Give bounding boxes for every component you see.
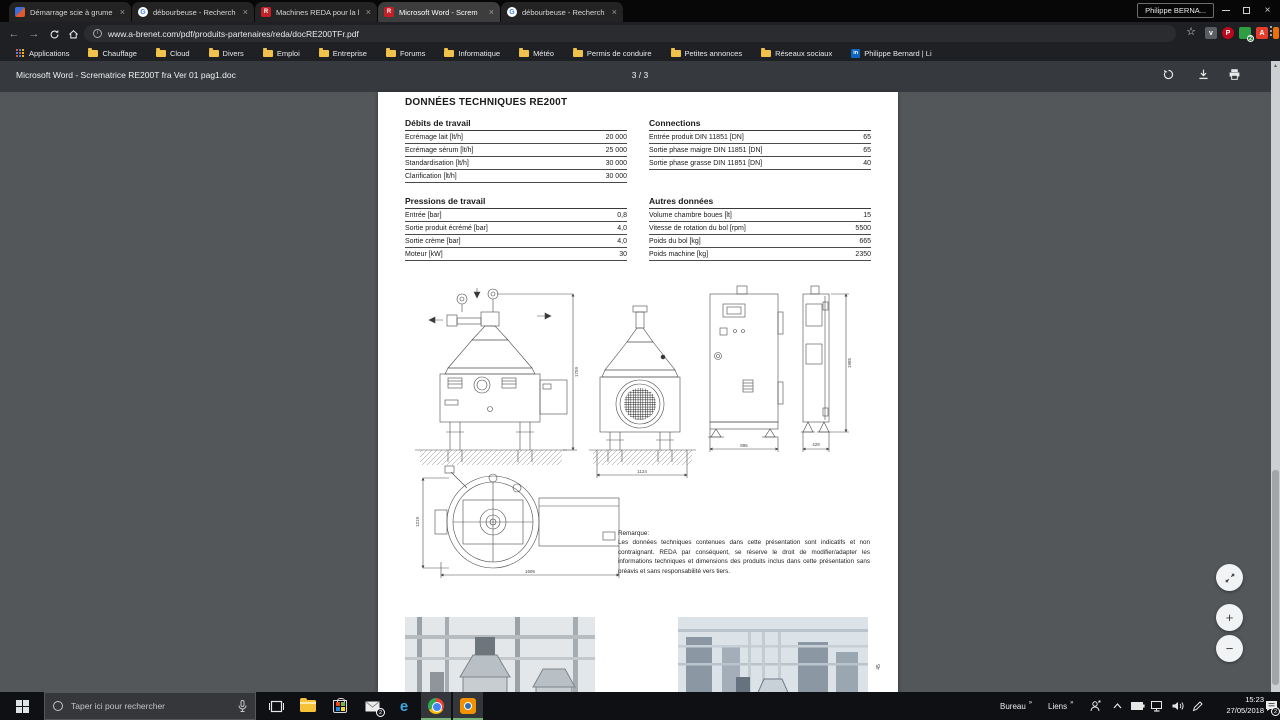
table-connections (649, 118, 871, 183)
bookmark-label: Réseaux sociaux (775, 48, 833, 58)
battery-icon[interactable] (1128, 692, 1147, 720)
links-toolbar-label: Liens (1048, 701, 1068, 711)
edge-icon: e (399, 697, 409, 715)
table-row (405, 157, 627, 170)
bookmark-folder-permis[interactable] (573, 49, 652, 58)
tab-strip (0, 0, 1280, 22)
row-value: 65 (863, 133, 871, 141)
svg-text:429: 429 (812, 442, 820, 447)
scrollbar-up-arrow[interactable]: ▲ (1273, 63, 1278, 69)
page-footer-vertical: 45 (875, 664, 882, 670)
row-label: Vitesse de rotation du bol [rpm] (649, 224, 746, 232)
extension-badge: 2 (1247, 35, 1254, 42)
explorer-folder-icon (300, 700, 316, 712)
download-icon[interactable] (1197, 68, 1213, 84)
table-row (649, 209, 871, 222)
screenshot-app-icon (460, 698, 476, 714)
row-label: Sortie phase maigre DIN 11851 [DN] (649, 146, 763, 154)
row-value: 665 (859, 237, 871, 245)
table-row (649, 144, 871, 157)
reda-favicon: R (384, 7, 394, 17)
row-label: Sortie crème [bar] (405, 237, 461, 245)
folder-icon (209, 50, 219, 57)
pdf-page (378, 92, 898, 692)
table-row (405, 209, 627, 222)
windows-taskbar (0, 692, 1280, 720)
bookmark-label: Chauffage (102, 48, 137, 58)
rotate-icon[interactable] (1162, 68, 1178, 84)
row-value: 65 (863, 146, 871, 154)
bookmark-star-icon[interactable]: ☆ (1186, 26, 1196, 38)
tab-close-icon[interactable]: × (242, 7, 248, 17)
bookmark-folder-emploi[interactable] (263, 49, 300, 58)
tab-close-icon[interactable]: × (119, 7, 125, 17)
bookmark-linkedin[interactable] (851, 49, 931, 58)
row-label: Entrée produit DIN 11851 [DN] (649, 133, 744, 141)
reda-favicon: R (261, 7, 271, 17)
drawing-separator-side (589, 306, 696, 478)
drawing-cabinet-side (801, 286, 852, 452)
row-label: Entrée [bar] (405, 211, 442, 219)
folder-icon (573, 50, 583, 57)
table-title: Connections (649, 118, 871, 131)
table-row (405, 144, 627, 157)
svg-text:1124: 1124 (637, 469, 647, 474)
row-value: 30 000 (605, 159, 627, 167)
taskbar-clock[interactable] (1198, 695, 1264, 717)
store-button[interactable] (325, 692, 355, 720)
expand-chevrons: » (1070, 700, 1074, 706)
table-row (649, 235, 871, 248)
window-minimize-button[interactable] (1215, 0, 1236, 20)
volume-icon[interactable] (1168, 692, 1187, 720)
row-value: 20 000 (605, 133, 627, 141)
tab-title: débourbeuse - Recherch (522, 7, 605, 17)
svg-text:1219: 1219 (415, 516, 420, 528)
pdf-document-title: Microsoft Word - Scrematrice RE200T fra Ver 01 pag1.doc (16, 70, 236, 80)
adobe-acrobat-extension-icon[interactable]: A (1256, 27, 1268, 39)
pdf-toolbar (0, 61, 1280, 92)
edge-button[interactable] (389, 692, 419, 720)
bookmark-label: Informatique (458, 48, 501, 58)
bookmarks-bar (0, 45, 1280, 61)
bookmark-label: Permis de conduire (586, 48, 652, 58)
back-icon[interactable]: ← (8, 28, 20, 40)
table-row (649, 157, 871, 170)
table-title: Débits de travail (405, 118, 627, 131)
task-view-button[interactable] (261, 692, 291, 720)
extension-icon-1[interactable]: v (1205, 27, 1217, 39)
google-favicon: G (507, 7, 517, 17)
pinterest-extension-icon[interactable]: P (1222, 27, 1234, 39)
table-row (405, 222, 627, 235)
bookmark-folder-divers[interactable] (209, 49, 244, 58)
action-center-badge: 2 (1271, 707, 1280, 716)
hidden-icons-chevron[interactable] (1108, 692, 1127, 720)
row-label: Standardisation [lt/h] (405, 159, 469, 167)
chrome-button-active[interactable] (421, 692, 451, 720)
google-favicon: G (138, 7, 148, 17)
chrome-menu-icon[interactable] (1266, 26, 1276, 36)
desktop-toolbar[interactable] (1000, 692, 1032, 720)
table-autres (649, 196, 871, 261)
document-title: DONNÉES TECHNIQUES RE200T (405, 97, 568, 108)
row-label: Sortie produit écrémé [bar] (405, 224, 488, 232)
spec-tables (405, 118, 871, 261)
folder-icon (519, 50, 529, 57)
store-icon (333, 700, 347, 713)
row-value: 25 000 (605, 146, 627, 154)
row-value: 4,0 (617, 224, 627, 232)
table-title: Autres données (649, 196, 871, 209)
bookmark-folder-entreprise[interactable] (319, 49, 367, 58)
folder-icon (263, 50, 273, 57)
row-value: 30 000 (605, 172, 627, 180)
row-value: 0,8 (617, 211, 627, 219)
tab-title: Microsoft Word - Screm (399, 7, 478, 17)
bookmark-folder-cloud[interactable] (156, 49, 190, 58)
expand-chevrons: » (1028, 700, 1033, 706)
site-favicon (15, 7, 25, 17)
table-pressions (405, 196, 627, 261)
start-button[interactable] (0, 692, 44, 720)
bookmark-folder-meteo[interactable] (519, 49, 554, 58)
drawing-top-view (415, 466, 619, 578)
row-value: 4,0 (617, 237, 627, 245)
table-row (649, 131, 871, 144)
row-value: 40 (863, 159, 871, 167)
bookmark-label: Petites annonces (684, 48, 743, 58)
forward-icon[interactable]: → (28, 28, 40, 40)
table-row (405, 131, 627, 144)
remark-heading: Remarque: (618, 530, 650, 537)
tab-title: Machines REDA pour la l (276, 7, 360, 17)
folder-icon (156, 50, 166, 57)
table-row (649, 248, 871, 261)
tab-close-icon[interactable]: × (611, 7, 617, 17)
scrollbar-thumb[interactable] (1272, 470, 1279, 685)
folder-icon (319, 50, 329, 57)
drawing-cabinet-front (708, 286, 783, 452)
browser-tab-3[interactable] (255, 2, 377, 22)
bookmark-label: Entreprise (332, 48, 367, 58)
photo-separators-plant (405, 617, 595, 692)
apps-label: Applications (29, 48, 70, 58)
table-debits (405, 118, 627, 183)
row-label: Poids machine [kg] (649, 250, 709, 258)
pdf-page-indicator: 3 / 3 (631, 70, 649, 80)
reload-icon[interactable] (46, 26, 62, 42)
apps-grid-icon (16, 49, 25, 58)
drawing-separator-front (415, 288, 579, 465)
desktop-toolbar-label: Bureau (1000, 701, 1026, 711)
row-value: 5500 (855, 224, 871, 232)
row-label: Ecrémage lait [lt/h] (405, 133, 463, 141)
bookmark-folder-reseaux[interactable] (761, 49, 832, 58)
browser-tab-5[interactable] (501, 2, 623, 22)
table-row (649, 222, 871, 235)
people-icon[interactable] (1086, 692, 1105, 720)
clock-time: 15:23 (1245, 695, 1264, 704)
bookmark-folder-chauffage[interactable] (88, 49, 136, 58)
row-label: Clarification [lt/h] (405, 172, 457, 180)
table-row (405, 248, 627, 261)
bookmark-folder-forums[interactable] (386, 49, 425, 58)
bookmark-folder-annonces[interactable] (671, 49, 743, 58)
table-row (405, 170, 627, 183)
profile-name-chip[interactable]: Philippe BERNA... (1137, 3, 1214, 18)
svg-text:895: 895 (740, 443, 748, 448)
browser-tab-2[interactable] (132, 2, 254, 22)
row-label: Volume chambre boues [lt] (649, 211, 732, 219)
row-label: Poids du bol [kg] (649, 237, 701, 245)
tab-title: débourbeuse - Recherch (153, 7, 236, 17)
clock-date: 27/05/2018 (1226, 705, 1264, 715)
bookmark-label: Emploi (276, 48, 300, 58)
folder-icon (386, 50, 396, 57)
address-bar[interactable] (84, 25, 1176, 42)
tab-title: Démarrage scie à grume (30, 7, 113, 17)
links-toolbar[interactable] (1048, 692, 1073, 720)
browser-tab-4-active[interactable] (378, 2, 500, 22)
taskbar-search-box[interactable] (44, 692, 256, 720)
zoom-out-button[interactable]: − (1216, 635, 1243, 662)
folder-icon (761, 50, 771, 57)
page-info-icon[interactable]: i (93, 29, 102, 38)
bookmark-label: Météo (533, 48, 554, 58)
extension-icon-with-badge[interactable] (1239, 27, 1252, 42)
action-center-icon[interactable] (1263, 692, 1280, 720)
bookmark-label: Forums (399, 48, 426, 58)
bookmark-folder-informatique[interactable] (444, 49, 500, 58)
row-value: 30 (619, 250, 627, 258)
windows-logo-icon (16, 700, 29, 713)
tab-close-icon[interactable]: × (488, 7, 494, 17)
bookmark-label: Philippe Bernard | Li (864, 48, 932, 58)
microphone-icon[interactable] (238, 700, 247, 712)
screenshot-app-button[interactable] (453, 692, 483, 720)
network-icon[interactable] (1148, 692, 1167, 720)
remark-body: Les données techniques contenues dans cette présentation sont indicatifs et non contraignant. REDA par conséquent, se réserve le droit de modifier/adapter les informations techniques et dimensions des produits inclus dans cette présentation sans préavis et sans responsabilité vers tiers. (618, 539, 870, 575)
bookmark-label: Cloud (169, 48, 190, 58)
zoom-in-button[interactable]: + (1216, 604, 1243, 631)
home-icon[interactable] (65, 26, 81, 42)
row-label: Sortie phase grasse DIN 11851 [DN] (649, 159, 763, 167)
folder-icon (88, 50, 98, 57)
fit-to-page-button[interactable] (1216, 564, 1243, 591)
print-icon[interactable] (1228, 68, 1244, 84)
row-value: 15 (863, 211, 871, 219)
apps-shortcut[interactable] (16, 49, 69, 58)
row-label: Moteur [kW] (405, 250, 443, 258)
bookmark-label: Divers (222, 48, 244, 58)
svg-text:1695: 1695 (524, 569, 536, 574)
mail-button[interactable] (357, 692, 387, 720)
linkedin-icon: in (851, 49, 860, 58)
remark-paragraph (618, 529, 870, 576)
folder-icon (671, 50, 681, 57)
file-explorer-button[interactable] (293, 692, 323, 720)
tab-close-icon[interactable]: × (365, 7, 371, 17)
search-placeholder: Taper ici pour rechercher (71, 701, 166, 711)
photo-processing-line (678, 617, 868, 692)
row-value: 2350 (855, 250, 871, 258)
folder-icon (444, 50, 454, 57)
chrome-icon (428, 698, 444, 714)
window-close-button[interactable]: × (1264, 4, 1271, 16)
cortana-icon (53, 701, 63, 711)
svg-text:1759: 1759 (574, 366, 579, 378)
url-text: www.a-brenet.com/pdf/produits-partenaires/reda/docRE200TFr.pdf (108, 28, 359, 39)
svg-text:1985: 1985 (847, 357, 852, 369)
browser-tab-1[interactable] (9, 2, 131, 22)
row-label: Ecrémage sérum [lt/h] (405, 146, 474, 154)
mail-badge: 2 (376, 708, 385, 717)
table-row (405, 235, 627, 248)
table-title: Pressions de travail (405, 196, 627, 209)
window-maximize-button[interactable] (1236, 0, 1257, 20)
